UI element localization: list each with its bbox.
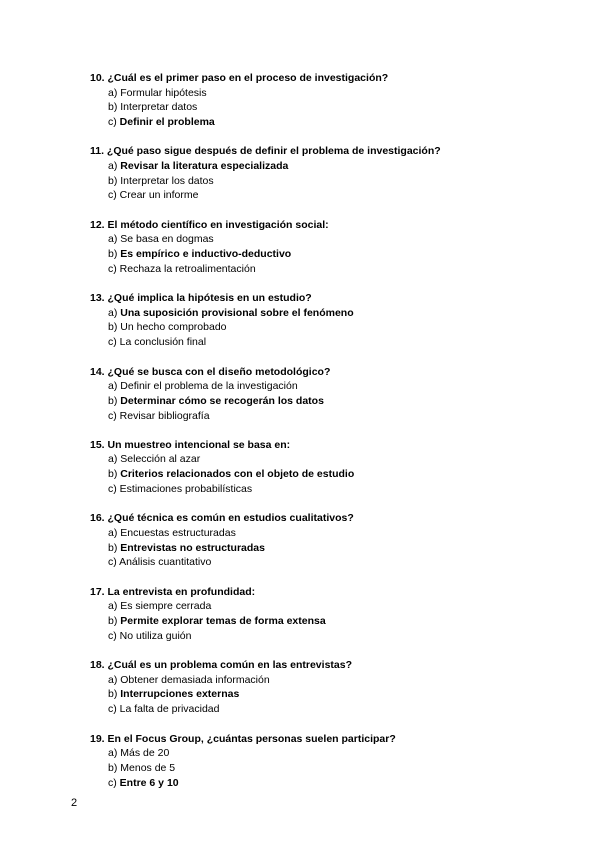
answer-option [90,555,570,570]
question-title: 19. En el Focus Group, ¿cuántas personas suelen participar? [90,732,396,745]
correct-answer-text: Revisar la literatura especializada [120,159,289,172]
answer-option [90,394,570,409]
correct-answer-text: Es empírico e inductivo-deductivo [120,248,292,261]
option-letter: a) [108,159,121,172]
option-text: Definir el problema de la investigación [120,380,298,393]
answer-option [90,702,570,717]
option-letter: b) [108,321,121,334]
option-text: No utiliza guión [119,629,192,642]
option-letter: a) [108,380,121,393]
option-text: Más de 20 [120,747,170,760]
correct-answer-text: Interrupciones externas [120,688,240,701]
answer-option [90,100,570,115]
answer-option [90,687,570,702]
question-block [90,658,570,717]
option-letter: c) [108,703,120,716]
answer-option [90,320,570,335]
question-block [90,144,570,203]
answer-option [90,673,570,688]
answer-option [90,526,570,541]
answer-option [90,247,570,262]
question-block [90,511,570,570]
option-text: Crear un informe [119,189,199,202]
answer-option [90,467,570,482]
option-text: Formular hipótesis [120,86,207,99]
option-letter: a) [108,747,121,760]
question-title: 18. ¿Cuál es un problema común en las entrevistas? [90,659,352,672]
question-title: 13. ¿Qué implica la hipótesis en un estudio? [90,292,312,305]
option-text: La falta de privacidad [119,703,220,716]
option-text: Un hecho comprobado [120,321,227,334]
option-letter: c) [108,483,120,496]
answer-option [90,409,570,424]
option-letter: a) [108,526,121,539]
answer-option [90,599,570,614]
question-title: 17. La entrevista en profundidad: [90,585,256,598]
option-letter: c) [108,262,120,275]
option-text: Rechaza la retroalimentación [119,262,256,275]
question-title: 14. ¿Qué se busca con el diseño metodológico? [90,365,331,378]
option-text: Análisis cuantitativo [119,556,212,569]
page-number: 2 [71,797,78,809]
question-block [90,71,570,130]
option-text: Selección al azar [120,453,201,466]
answer-option [90,335,570,350]
option-text: Encuestas estructuradas [120,526,236,539]
option-text: Revisar bibliografía [119,409,210,422]
option-letter: a) [108,86,121,99]
option-letter: b) [108,541,121,554]
question-block [90,438,570,497]
answer-option [90,159,570,174]
option-text: Es siempre cerrada [120,600,212,613]
option-letter: a) [108,306,121,319]
option-letter: c) [108,629,120,642]
option-letter: a) [108,233,121,246]
option-text: Menos de 5 [120,761,176,774]
question-block [90,291,570,350]
option-letter: b) [108,615,121,628]
option-letter: a) [108,673,121,686]
option-letter: b) [108,101,121,114]
answer-option [90,776,570,791]
answer-option [90,188,570,203]
question-title: 15. Un muestreo intencional se basa en: [90,438,291,451]
answer-option [90,262,570,277]
answer-option [90,86,570,101]
answer-option [90,746,570,761]
question-block [90,365,570,424]
correct-answer-text: Permite explorar temas de forma extensa [120,615,326,628]
option-letter: c) [108,556,120,569]
question-block [90,585,570,644]
option-letter: c) [108,189,120,202]
question-block [90,218,570,277]
option-text: Interpretar los datos [120,174,214,187]
option-letter: b) [108,468,121,481]
answer-option [90,232,570,247]
option-text: Se basa en dogmas [120,233,214,246]
question-list [90,71,570,805]
answer-option [90,452,570,467]
answer-option [90,379,570,394]
question-title: 12. El método científico en investigación social: [90,218,329,231]
answer-option [90,482,570,497]
correct-answer-text: Entre 6 y 10 [119,776,179,789]
answer-option [90,115,570,130]
answer-option [90,174,570,189]
option-letter: c) [108,116,120,129]
answer-option [90,614,570,629]
question-block [90,732,570,791]
correct-answer-text: Determinar cómo se recogerán los datos [120,394,324,407]
option-letter: b) [108,394,121,407]
option-letter: b) [108,761,121,774]
option-letter: a) [108,600,121,613]
option-letter: c) [108,336,120,349]
option-letter: b) [108,174,121,187]
option-letter: c) [108,776,120,789]
option-text: La conclusión final [119,336,207,349]
correct-answer-text: Definir el problema [119,116,215,129]
question-title: 16. ¿Qué técnica es común en estudios cualitativos? [90,512,354,525]
answer-option [90,306,570,321]
option-text: Obtener demasiada información [120,673,270,686]
option-letter: b) [108,248,121,261]
answer-option [90,541,570,556]
correct-answer-text: Entrevistas no estructuradas [120,541,265,554]
option-letter: c) [108,409,120,422]
answer-option [90,629,570,644]
question-title: 10. ¿Cuál es el primer paso en el proceso de investigación? [90,72,389,84]
option-letter: a) [108,453,121,466]
question-title: 11. ¿Qué paso sigue después de definir el problema de investigación? [90,145,441,158]
option-letter: b) [108,688,121,701]
option-text: Estimaciones probabilísticas [119,483,253,496]
correct-answer-text: Una suposición provisional sobre el fenómeno [120,306,354,319]
option-text: Interpretar datos [120,101,198,114]
correct-answer-text: Criterios relacionados con el objeto de estudio [120,468,355,481]
answer-option [90,761,570,776]
